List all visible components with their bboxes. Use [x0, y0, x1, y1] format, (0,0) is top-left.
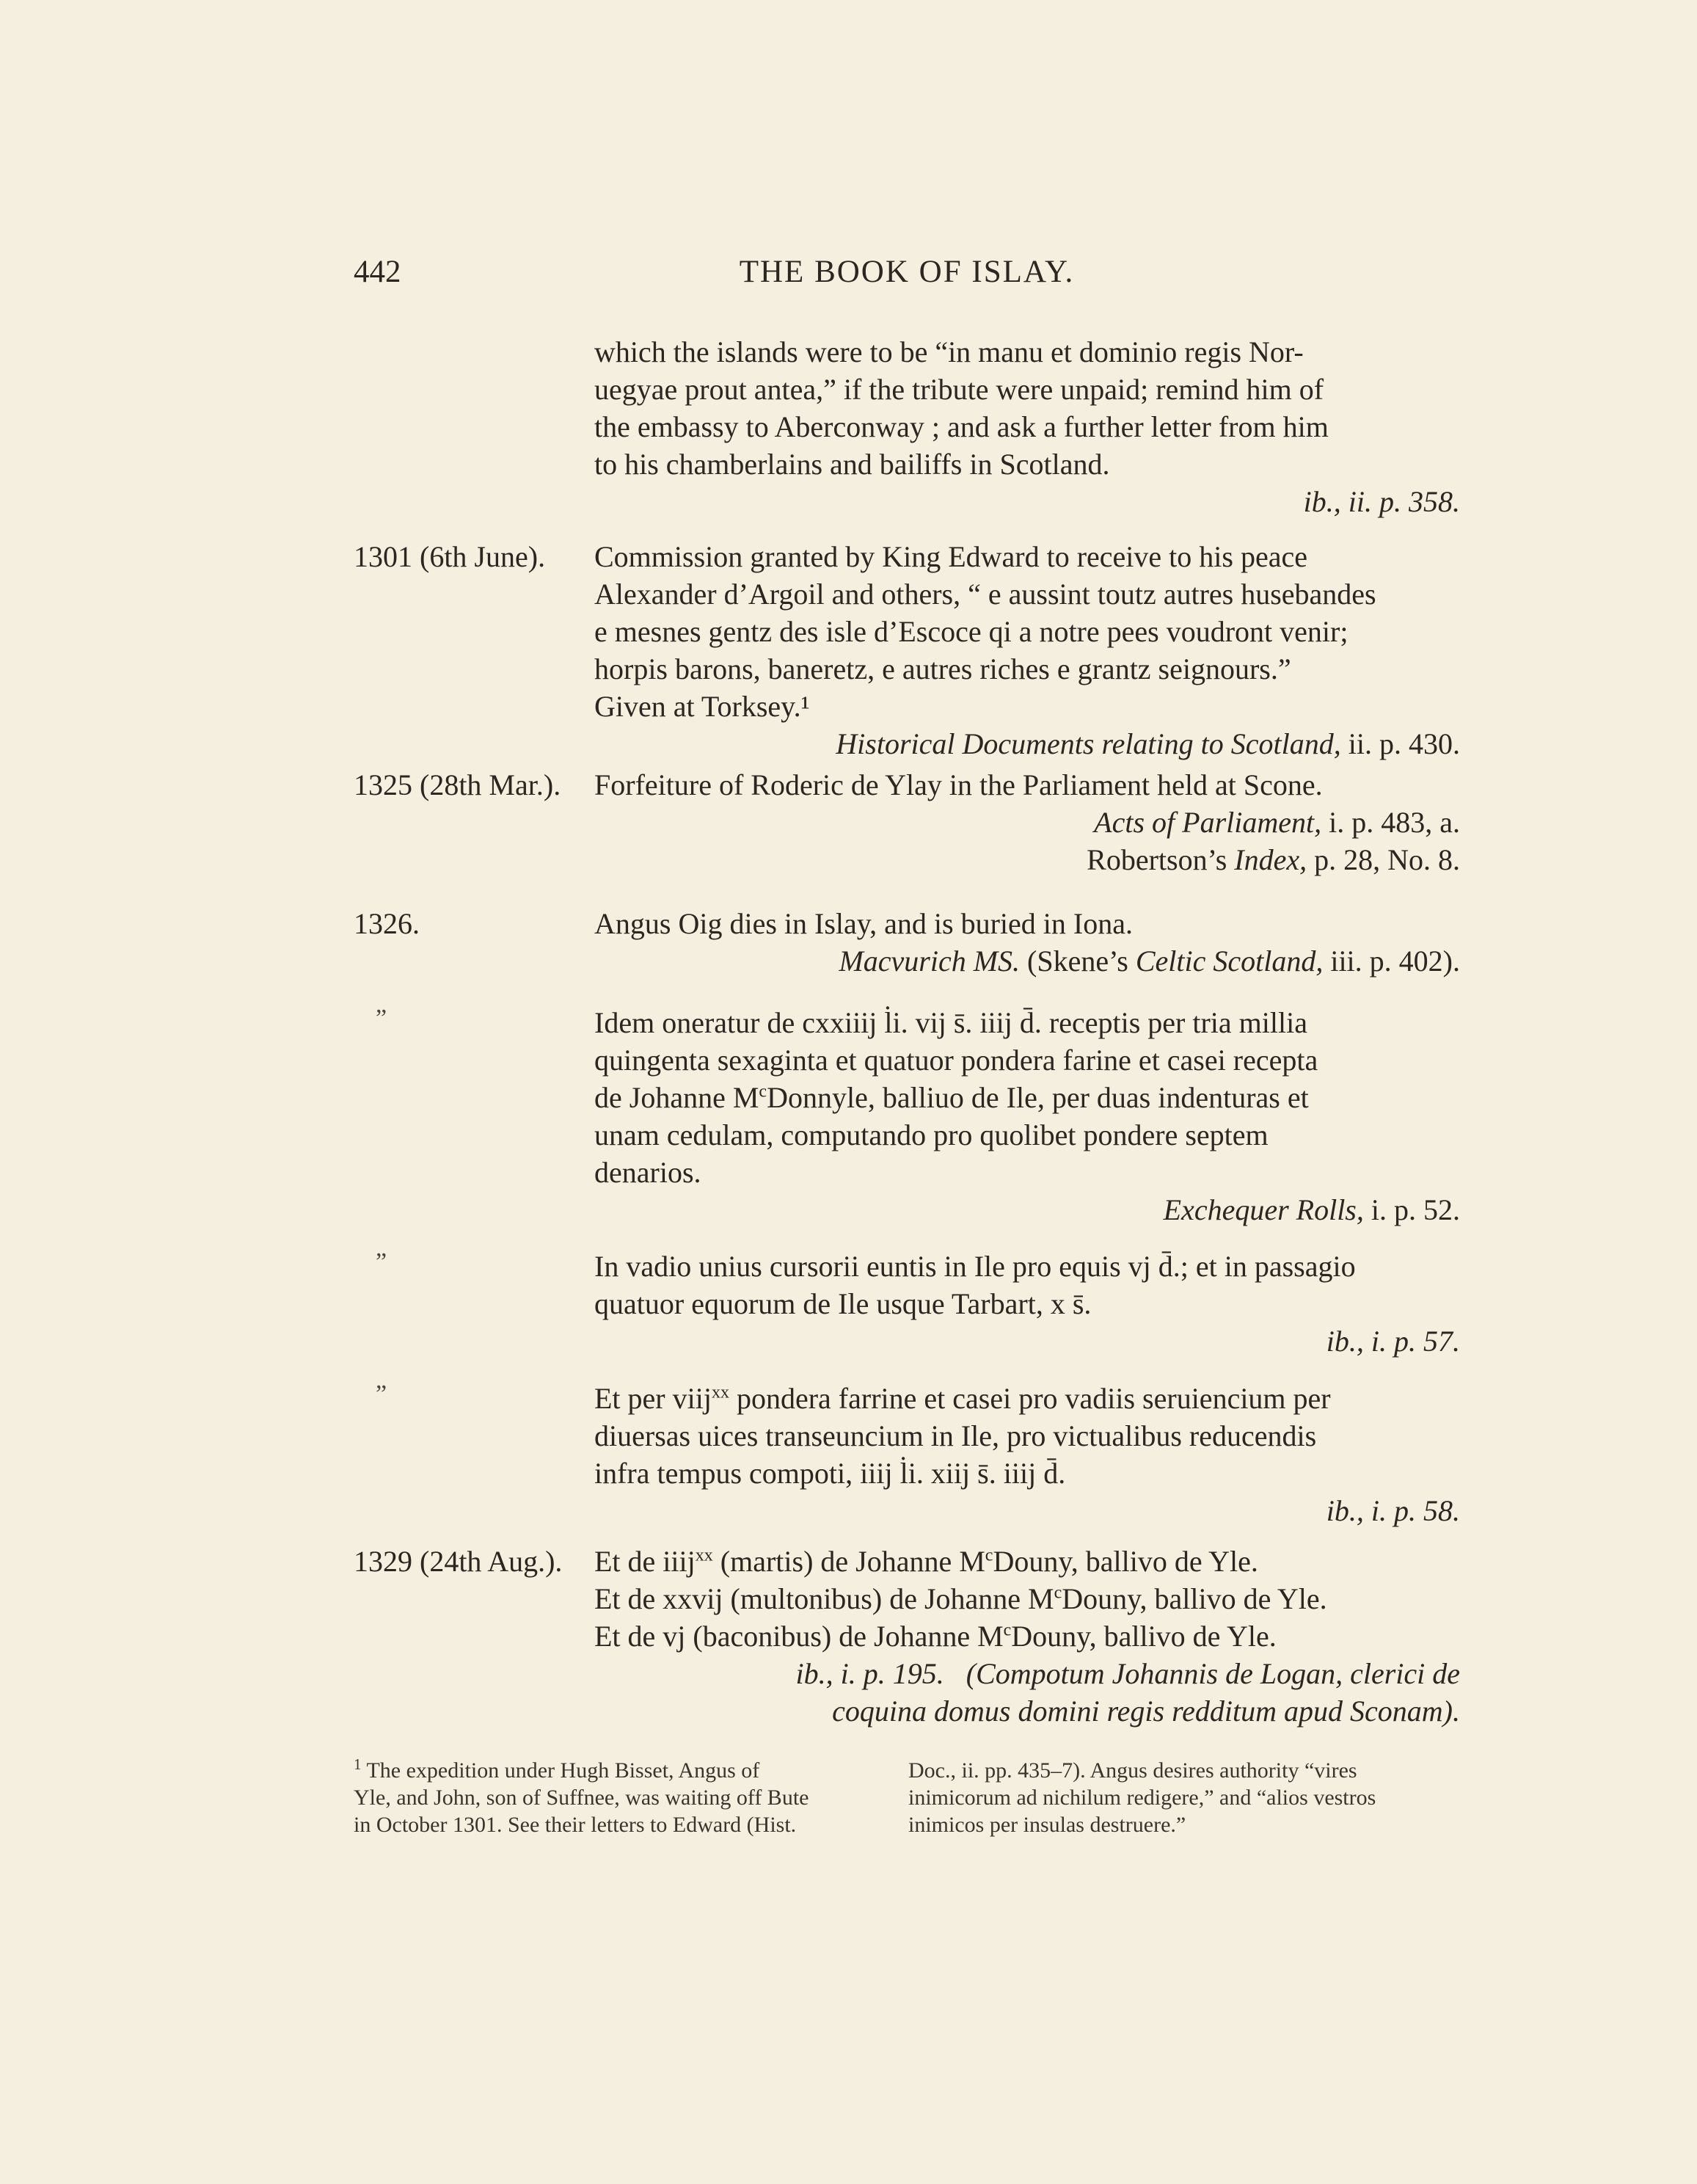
entry-ditto: [354, 1004, 1460, 1228]
citation: ib., ii. p. 358.: [1303, 485, 1460, 518]
text-line: unam cedulam, computando pro quolibet pondere septem: [594, 1118, 1269, 1151]
entry-date: 1329 (24th Aug.).: [354, 1545, 563, 1578]
ditto-mark: ”: [376, 1248, 387, 1275]
citation: ib., i. p. 58.: [1326, 1494, 1460, 1527]
text-line: infra tempus compoti, iiij l̇i. xiij s̄. iiij d̄.: [594, 1457, 1066, 1490]
text-line: uegyae prout antea,” if the tribute were unpaid; remind him of: [594, 373, 1324, 406]
entry-1326: [354, 905, 1460, 980]
text-line: In vadio unius cursorii euntis in Ile pro equis vj d̄.; et in passagio: [594, 1250, 1356, 1283]
text-line: Given at Torksey.¹: [594, 690, 810, 723]
text-line: Alexander d’Argoil and others, “ e aussint toutz autres husebandes: [594, 578, 1376, 611]
citation: Historical Documents relating to Scotland, ii. p. 430.: [836, 727, 1460, 760]
text-line: Idem oneratur de cxxiiij l̇i. vij s̄. iiij d̄. receptis per tria millia: [594, 1006, 1307, 1039]
text-line: to his chamberlains and bailiffs in Scotland.: [594, 448, 1110, 481]
entry-continuation: [354, 333, 1460, 520]
footnote-line: $^1$ The expedition under Hugh Bisset, Angus of: [354, 1755, 760, 1783]
ditto-mark: ”: [376, 1380, 387, 1408]
text-line: de Johanne $M^cDonnyle$, balliuo de Ile, per duas indenturas et: [594, 1081, 1309, 1114]
entry-ditto: [354, 1380, 1460, 1529]
footnote-line: in October 1301. See their letters to Edward (Hist.: [354, 1813, 797, 1837]
footnote-marker: 1: [354, 1755, 362, 1773]
text-line: Forfeiture of Roderic de Ylay in the Parliament held at Scone.: [594, 768, 1323, 801]
citation: Exchequer Rolls, i. p. 52.: [1163, 1193, 1460, 1226]
text-line: Et de iiij$^{xx}$ (martis) de Johanne $M^cDouny$, ballivo de Yle.: [594, 1545, 1258, 1578]
footnote-line: inimicos per insulas destruere.”: [908, 1813, 1186, 1837]
entry-date: 1325 (28th Mar.).: [354, 768, 561, 801]
citation: ib., i. p. 57.: [1326, 1325, 1460, 1358]
text-line: Angus Oig dies in Islay, and is buried in Iona.: [594, 907, 1133, 940]
text-line: quatuor equorum de Ile usque Tarbart, x s̄.: [594, 1287, 1092, 1320]
page-number: 442: [354, 255, 401, 289]
footnote-left-column: [354, 1757, 897, 1838]
text-line: denarios.: [594, 1156, 701, 1189]
citation: coquina domus domini regis redditum apud Sconam).: [832, 1695, 1460, 1728]
citation: Macvurich MS. (Skene’s Celtic Scotland, iii. p. 402).: [839, 944, 1460, 978]
citation: Acts of Parliament, i. p. 483, a.: [1094, 806, 1460, 839]
footnote-line: Yle, and John, son of Suffnee, was waiting off Bute: [354, 1786, 809, 1810]
text-line: horpis barons, baneretz, e autres riches e grantz seignours.”: [594, 652, 1291, 685]
footnote-right-column: [908, 1757, 1451, 1838]
text-line: Et de xxvij (multonibus) de Johanne $M^cDouny$, ballivo de Yle.: [594, 1582, 1327, 1615]
entry-date: 1301 (6th June).: [354, 540, 546, 573]
entry-ditto: [354, 1248, 1460, 1360]
text-line: which the islands were to be “in manu et dominio regis Nor-: [594, 335, 1304, 368]
entry-1329: [354, 1543, 1460, 1730]
running-title: THE BOOK OF ISLAY.: [739, 255, 1075, 289]
footnote-line: inimicorum ad nichilum redigere,” and “alios vestros: [908, 1786, 1376, 1810]
footnote-line: Doc., ii. pp. 435–7). Angus desires authority “vires: [908, 1758, 1357, 1783]
text-line: Et per viij$^{xx}$ pondera farrine et casei pro vadiis seruiencium per: [594, 1382, 1331, 1415]
text-line: Et de vj (baconibus) de Johanne $M^cDouny$, ballivo de Yle.: [594, 1620, 1277, 1653]
text-line: Commission granted by King Edward to receive to his peace: [594, 540, 1307, 573]
page-header: [354, 254, 1460, 298]
text-line: the embassy to Aberconway ; and ask a further letter from him: [594, 410, 1329, 443]
text-line: e mesnes gentz des isle d’Escoce qi a notre pees voudront venir;: [594, 615, 1349, 648]
text-line: quingenta sexaginta et quatuor pondera farine et casei recepta: [594, 1044, 1318, 1077]
entry-1301: [354, 538, 1460, 762]
entry-1325: [354, 766, 1460, 878]
text-line: diuersas uices transeuncium in Ile, pro victualibus reducendis: [594, 1419, 1317, 1452]
ditto-mark: ”: [376, 1005, 387, 1032]
citation: Robertson’s Index, p. 28, No. 8.: [1087, 843, 1460, 876]
citation: ib., i. p. 195. (Compotum Johannis de Logan, clerici de: [795, 1657, 1460, 1690]
entry-date: 1326.: [354, 907, 420, 940]
